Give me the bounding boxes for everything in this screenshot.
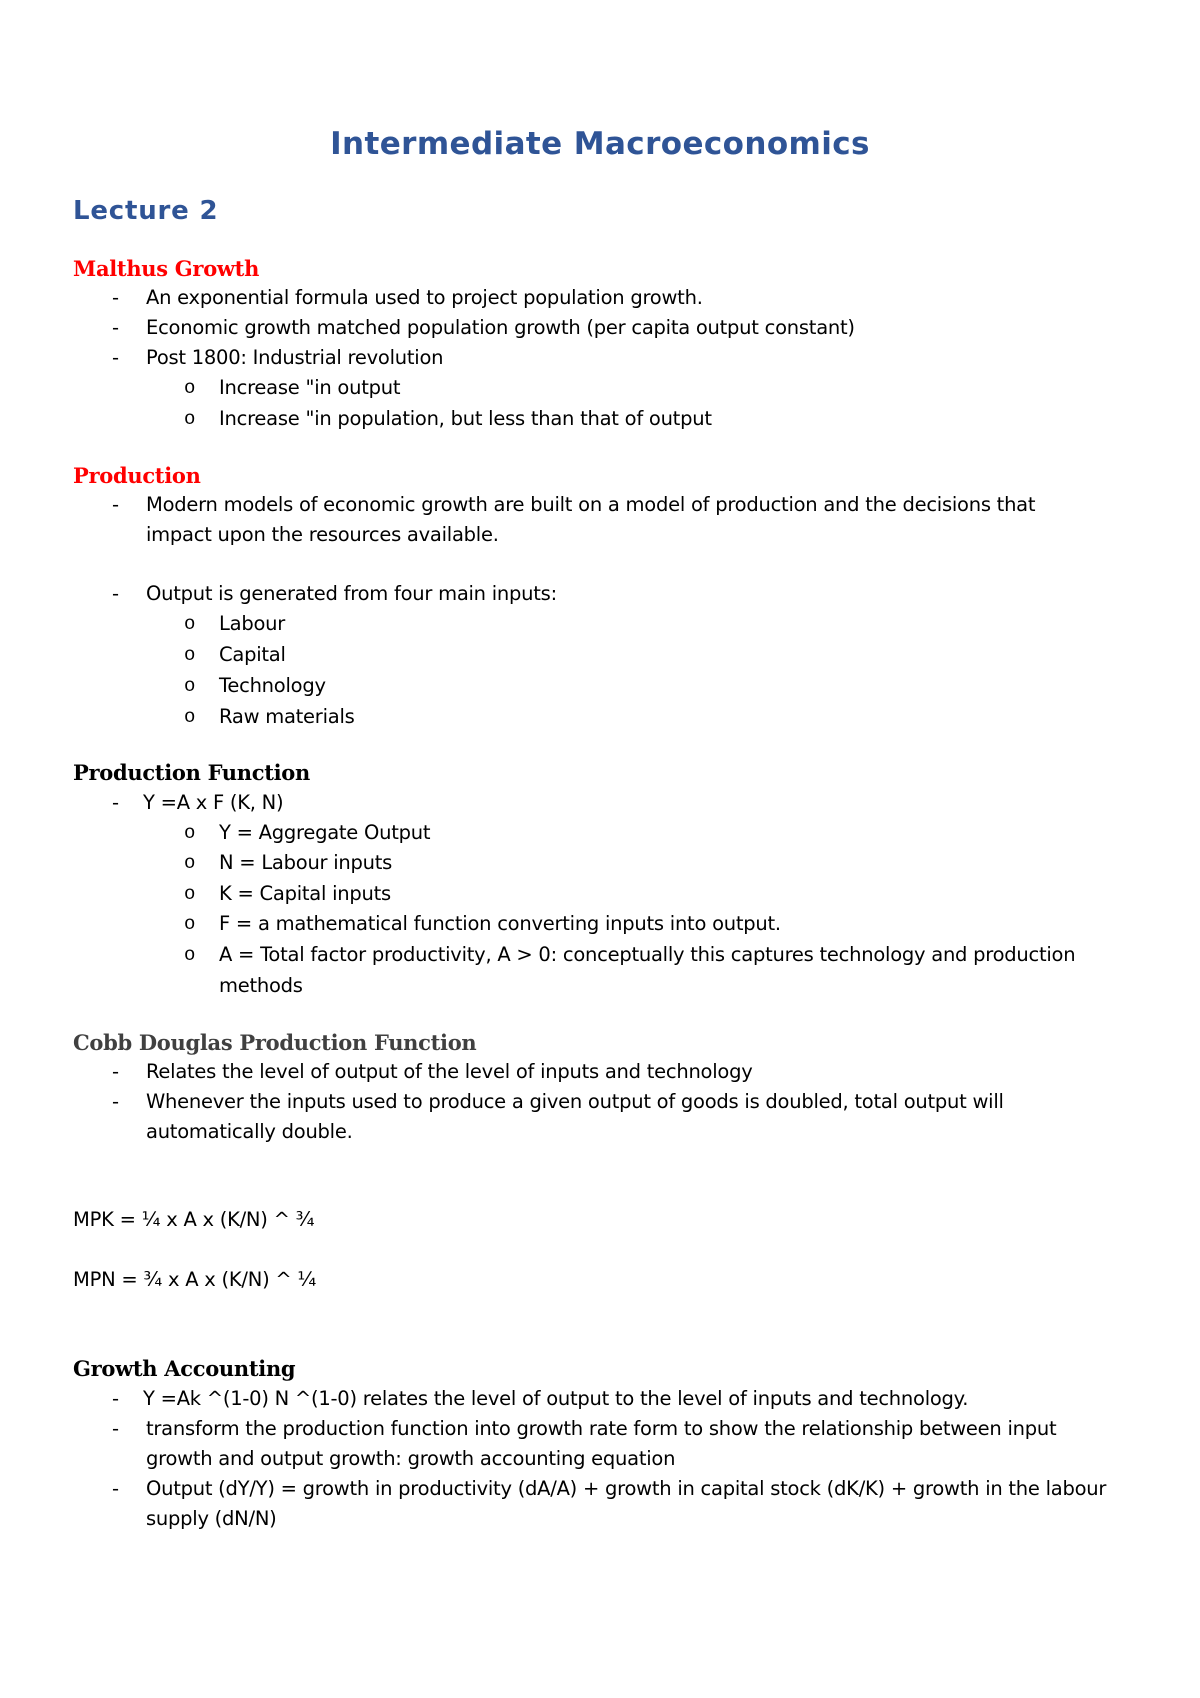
circle-bullet: o	[184, 706, 196, 728]
sub-list-item: Raw materials	[219, 705, 355, 728]
sub-list-item: Y = Aggregate Output	[219, 821, 431, 844]
list-item-continuation: supply (dN/N)	[146, 1507, 277, 1530]
mpk-formula: MPK = ¼ x A x (K/N) ^ ¾	[73, 1208, 315, 1231]
list-item: Y =Ak ^(1-0) N ^(1-0) relates the level of output to the level of inputs and technology.	[143, 1387, 969, 1410]
section-heading-growth-accounting: Growth Accounting	[73, 1356, 296, 1381]
list-item-continuation: automatically double.	[146, 1120, 353, 1143]
list-item: Economic growth matched population growth (per capita output constant)	[146, 316, 855, 339]
dash-bullet: -	[112, 1387, 120, 1410]
mpn-formula: MPN = ¾ x A x (K/N) ^ ¼	[73, 1268, 317, 1291]
circle-bullet: o	[184, 644, 196, 666]
dash-bullet: -	[112, 582, 120, 605]
sub-list-item: Increase "in population, but less than that of output	[219, 407, 712, 430]
dash-bullet: -	[112, 791, 120, 814]
sub-list-item: Capital	[219, 643, 286, 666]
list-item-continuation: growth and output growth: growth accounting equation	[146, 1447, 676, 1470]
circle-bullet: o	[184, 852, 196, 874]
sub-list-item: Labour	[219, 612, 285, 635]
sub-list-item: F = a mathematical function converting inputs into output.	[219, 912, 781, 935]
list-item: Y =A x F (K, N)	[143, 791, 284, 814]
circle-bullet: o	[184, 822, 196, 844]
list-item: An exponential formula used to project population growth.	[146, 286, 703, 309]
sub-list-item: A = Total factor productivity, A > 0: conceptually this captures technology and production	[219, 943, 1076, 966]
circle-bullet: o	[184, 377, 196, 399]
list-item-continuation: impact upon the resources available.	[146, 523, 499, 546]
dash-bullet: -	[112, 316, 120, 339]
list-item: Modern models of economic growth are built on a model of production and the decisions that	[146, 493, 1036, 516]
dash-bullet: -	[112, 1477, 120, 1500]
sub-list-item-continuation: methods	[219, 974, 303, 997]
document-title: Intermediate Macroeconomics	[330, 126, 870, 162]
dash-bullet: -	[112, 346, 120, 369]
list-item: transform the production function into growth rate form to show the relationship between input	[146, 1417, 1057, 1440]
section-heading-cobb-douglas: Cobb Douglas Production Function	[73, 1030, 477, 1055]
circle-bullet: o	[184, 408, 196, 430]
circle-bullet: o	[184, 613, 196, 635]
section-heading-malthus: Malthus Growth	[73, 256, 260, 281]
sub-list-item: Increase "in output	[219, 376, 401, 399]
circle-bullet: o	[184, 944, 196, 966]
list-item: Relates the level of output of the level of inputs and technology	[146, 1060, 753, 1083]
sub-list-item: K = Capital inputs	[219, 882, 391, 905]
list-item: Post 1800: Industrial revolution	[146, 346, 444, 369]
lecture-heading: Lecture 2	[73, 196, 219, 226]
section-heading-production-function: Production Function	[73, 760, 310, 785]
section-heading-production: Production	[73, 463, 201, 488]
sub-list-item: N = Labour inputs	[219, 851, 393, 874]
circle-bullet: o	[184, 883, 196, 905]
dash-bullet: -	[112, 1417, 120, 1440]
list-item: Whenever the inputs used to produce a given output of goods is doubled, total output will	[146, 1090, 1004, 1113]
dash-bullet: -	[112, 493, 120, 516]
list-item: Output is generated from four main inputs:	[146, 582, 557, 605]
dash-bullet: -	[112, 1060, 120, 1083]
circle-bullet: o	[184, 913, 196, 935]
circle-bullet: o	[184, 675, 196, 697]
dash-bullet: -	[112, 1090, 120, 1113]
dash-bullet: -	[112, 286, 120, 309]
list-item: Output (dY/Y) = growth in productivity (dA/A) + growth in capital stock (dK/K) + growth in the labour	[146, 1477, 1107, 1500]
sub-list-item: Technology	[219, 674, 326, 697]
